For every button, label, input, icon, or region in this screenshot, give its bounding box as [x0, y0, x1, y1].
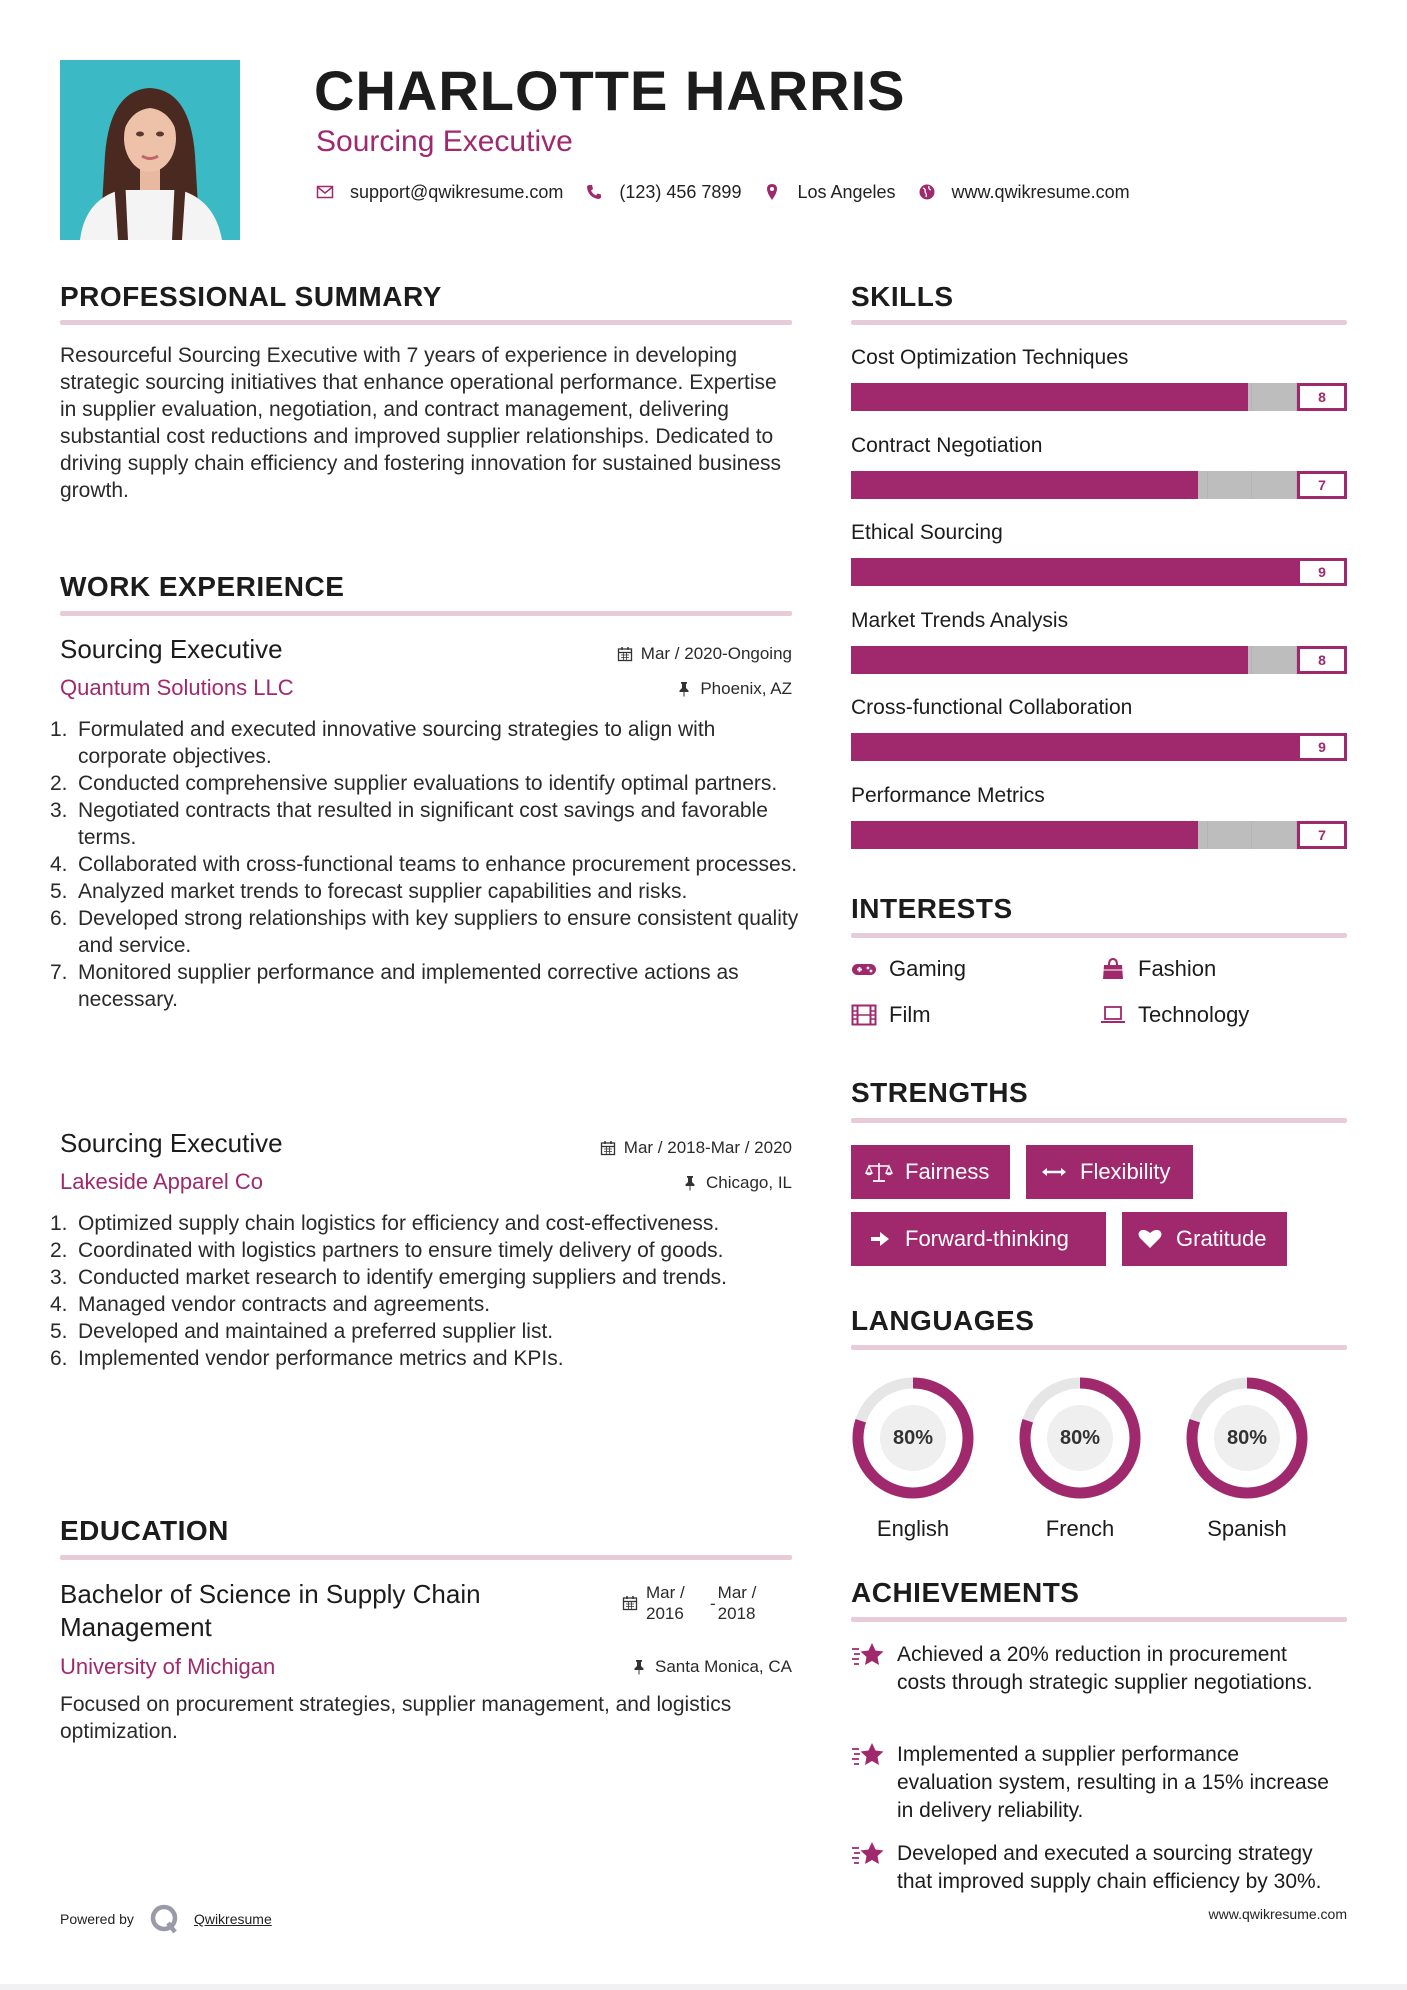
- shooting-star-icon: [851, 1641, 885, 1669]
- achievement-item: [851, 1641, 1331, 1697]
- phone-icon: [585, 183, 603, 201]
- education-end: Mar / 2018: [717, 1583, 757, 1623]
- education-dates: [622, 1582, 770, 1624]
- bullet-item: 1. Optimized supply chain logistics for efficiency and cost-effectiveness.: [50, 1212, 720, 1235]
- languages-divider: [851, 1345, 1347, 1350]
- education-heading: EDUCATION: [60, 1515, 229, 1546]
- film-icon: [851, 1004, 877, 1026]
- skill-value-badge: 9: [1297, 558, 1347, 586]
- strength-forward-thinking: Forward-thinking: [851, 1212, 1106, 1266]
- contact-phone[interactable]: [585, 182, 741, 203]
- contact-email-text: support@qwikresume.com: [350, 181, 564, 202]
- skill-name: Contract Negotiation: [851, 433, 1043, 457]
- summary-text: Resourceful Sourcing Executive with 7 years of experience in developing strategic sourcing initiatives that enhance operational performance. Expertise in supplier evaluation, negotiation, and contract management, delivering substantial cost reductions and improved supplier relationships. Dedicated to driving supply chain efficiency and fostering innovation for sustained business growth.: [60, 344, 782, 502]
- skill-name: Ethical Sourcing: [851, 521, 1003, 544]
- education-description: Focused on procurement strategies, supplier management, and logistics optimization.: [60, 1693, 732, 1743]
- language-name: Spanish: [1207, 1516, 1287, 1541]
- job-company: Quantum Solutions LLC: [60, 675, 294, 700]
- powered-by-label: Powered by: [60, 1911, 134, 1927]
- footer-url[interactable]: www.qwikresume.com: [1208, 1906, 1347, 1922]
- education-start: Mar / 2016: [646, 1583, 685, 1623]
- achievement-text: Implemented a supplier performance evaluation system, resulting in a 15% increase in delivery reliability.: [897, 1743, 1329, 1822]
- profile-photo: [60, 60, 240, 240]
- skill-value-badge: 7: [1297, 471, 1347, 499]
- skill-fill: [851, 558, 1297, 586]
- skill-fill: [851, 733, 1297, 761]
- bullet-item: 5. Analyzed market trends to forecast supplier capabilities and risks.: [50, 880, 688, 903]
- language-item: [1018, 1376, 1142, 1542]
- job-location: [676, 678, 792, 700]
- heart-icon: [1136, 1228, 1164, 1250]
- achievements-heading: ACHIEVEMENTS: [851, 1577, 1080, 1608]
- education-location: [631, 1656, 792, 1678]
- bullet-item: 6. Developed strong relationships with key suppliers to ensure consistent quality and service.: [50, 907, 799, 957]
- interest-film: Film: [851, 1002, 931, 1028]
- bullet-item: 3. Negotiated contracts that resulted in significant cost savings and favorable terms.: [50, 799, 768, 849]
- skill-rating-bar: [851, 821, 1347, 849]
- bullet-item: 2. Conducted comprehensive supplier evaluations to identify optimal partners.: [50, 772, 778, 795]
- skills-heading: SKILLS: [851, 281, 954, 312]
- skill-name: Cost Optimization Techniques: [851, 346, 1129, 369]
- job-dates: [600, 1137, 792, 1159]
- contact-phone-text: (123) 456 7899: [619, 181, 742, 202]
- powered-by: [60, 1902, 272, 1936]
- summary-heading: PROFESSIONAL SUMMARY: [60, 281, 442, 312]
- language-percent: 80%: [1226, 1426, 1268, 1449]
- skill-rating-bar: [851, 733, 1347, 761]
- job-company: Lakeside Apparel Co: [60, 1169, 264, 1194]
- language-name: English: [876, 1516, 950, 1541]
- contact-website-text: www.qwikresume.com: [951, 181, 1130, 202]
- language-item: [851, 1376, 975, 1542]
- achievement-item: [851, 1840, 1331, 1896]
- skill-name: Performance Metrics: [851, 783, 1045, 807]
- contact-location: [763, 182, 895, 203]
- contact-email[interactable]: [316, 182, 563, 203]
- job-bullets: [50, 1210, 800, 1372]
- job-dates-text: Mar / 2018-Mar / 2020: [623, 1138, 792, 1157]
- education-divider: [60, 1555, 792, 1560]
- envelope-icon: [316, 183, 334, 201]
- candidate-title: Sourcing Executive: [316, 125, 573, 158]
- date-separator: -: [710, 1593, 716, 1613]
- contact-bar: [316, 180, 1152, 204]
- achievement-item: [851, 1741, 1331, 1825]
- interest-gaming: Gaming: [851, 956, 966, 982]
- pushpin-icon: [676, 681, 692, 697]
- interest-technology: Technology: [1100, 1002, 1249, 1028]
- page-bottom-strip: [0, 1984, 1407, 1990]
- job-title: Sourcing Executive: [60, 634, 283, 664]
- skill-value-badge: 7: [1297, 821, 1347, 849]
- interest-fashion: Fashion: [1100, 956, 1216, 982]
- job-title: Sourcing Executive: [60, 1128, 283, 1158]
- achievements-divider: [851, 1617, 1347, 1622]
- strength-flexibility: Flexibility: [1026, 1145, 1193, 1199]
- arrows-horizontal-icon: [1040, 1161, 1068, 1183]
- bullet-item: 2. Coordinated with logistics partners to ensure timely delivery of goods.: [50, 1239, 724, 1262]
- bullet-item: 4. Collaborated with cross-functional teams to enhance procurement processes.: [50, 853, 798, 876]
- job-bullets: [50, 716, 800, 1013]
- job-location-text: Phoenix, AZ: [700, 679, 792, 698]
- skill-value-badge: 8: [1297, 383, 1347, 411]
- job-dates-text: Mar / 2020-Ongoing: [640, 644, 792, 663]
- language-percent: 80%: [892, 1426, 934, 1449]
- qwikresume-logo-icon: [148, 1902, 182, 1936]
- pushpin-icon: [682, 1175, 698, 1191]
- education-location-text: Santa Monica, CA: [654, 1657, 792, 1676]
- calendar-icon: [600, 1140, 616, 1156]
- skill-fill: [851, 383, 1248, 411]
- globe-icon: [918, 183, 936, 201]
- shooting-star-icon: [851, 1741, 885, 1769]
- bullet-item: 4. Managed vendor contracts and agreements.: [50, 1293, 491, 1316]
- job-location-text: Chicago, IL: [706, 1173, 792, 1192]
- skill-rating-bar: [851, 646, 1347, 674]
- skills-divider: [851, 320, 1347, 325]
- skill-fill: [851, 821, 1198, 849]
- skill-value-badge: 8: [1297, 646, 1347, 674]
- skill-rating-bar: [851, 471, 1347, 499]
- language-item: [1185, 1376, 1309, 1542]
- strength-fairness: Fairness: [851, 1145, 1010, 1199]
- skill-fill: [851, 646, 1248, 674]
- school-name: University of Michigan: [60, 1654, 276, 1679]
- contact-website[interactable]: [918, 182, 1130, 203]
- bullet-item: 7. Monitored supplier performance and implemented corrective actions as necessary.: [50, 961, 739, 1011]
- achievement-text: Achieved a 20% reduction in procurement costs through strategic supplier negotiations.: [897, 1643, 1313, 1694]
- strength-gratitude: Gratitude: [1122, 1212, 1287, 1266]
- job-location: [682, 1172, 792, 1194]
- pushpin-icon: [631, 1659, 647, 1675]
- achievement-text: Developed and executed a sourcing strategy that improved supply chain efficiency by 30%.: [897, 1842, 1322, 1893]
- map-pin-icon: [763, 183, 781, 201]
- bullet-item: 1. Formulated and executed innovative sourcing strategies to align with corporate objectives.: [50, 718, 716, 768]
- shooting-star-icon: [851, 1840, 885, 1868]
- skill-fill: [851, 471, 1198, 499]
- calendar-icon: [622, 1595, 638, 1611]
- profile-photo-image: [60, 60, 240, 240]
- experience-heading: WORK EXPERIENCE: [60, 571, 345, 602]
- language-name: French: [1045, 1516, 1115, 1541]
- language-percent: 80%: [1059, 1426, 1101, 1449]
- bullet-item: 6. Implemented vendor performance metrics and KPIs.: [50, 1347, 564, 1370]
- strengths-heading: STRENGTHS: [851, 1077, 1029, 1108]
- summary-divider: [60, 320, 792, 325]
- skill-name: Market Trends Analysis: [851, 608, 1069, 632]
- gamepad-icon: [851, 958, 877, 980]
- arrow-right-icon: [865, 1228, 893, 1250]
- degree-title: Bachelor of Science in Supply Chain Management: [60, 1579, 481, 1642]
- languages-heading: LANGUAGES: [851, 1305, 1035, 1336]
- bullet-item: 5. Developed and maintained a preferred supplier list.: [50, 1320, 554, 1343]
- shopping-bag-icon: [1100, 958, 1126, 980]
- skill-name: Cross-functional Collaboration: [851, 696, 1133, 719]
- skill-rating-bar: [851, 383, 1347, 411]
- job-dates: [617, 643, 792, 665]
- skill-rating-bar: [851, 558, 1347, 586]
- balance-scale-icon: [865, 1161, 893, 1183]
- skill-value-badge: 9: [1297, 733, 1347, 761]
- calendar-icon: [617, 646, 633, 662]
- candidate-name: CHARLOTTE HARRIS: [314, 59, 906, 122]
- interests-divider: [851, 933, 1347, 938]
- strengths-divider: [851, 1118, 1347, 1123]
- bullet-item: 3. Conducted market research to identify emerging suppliers and trends.: [50, 1266, 728, 1289]
- interests-heading: INTERESTS: [851, 893, 1013, 924]
- contact-location-text: Los Angeles: [797, 181, 896, 202]
- experience-divider: [60, 611, 792, 616]
- laptop-icon: [1100, 1004, 1126, 1026]
- qwikresume-link[interactable]: Qwikresume: [193, 1911, 272, 1927]
